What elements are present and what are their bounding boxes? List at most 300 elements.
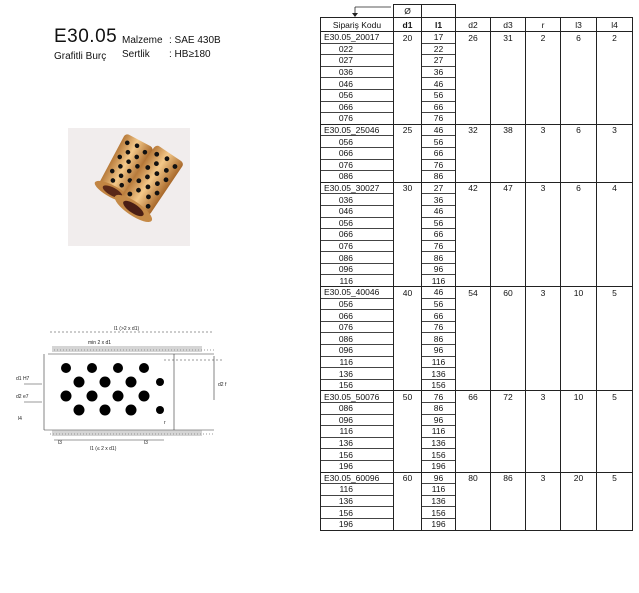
- cell-d2: [456, 518, 491, 530]
- cell-r: [526, 333, 561, 345]
- cell-d1: [394, 229, 422, 241]
- cell-d1: [394, 310, 422, 322]
- cell-l1: 96: [422, 414, 456, 426]
- cell-d2: [456, 345, 491, 357]
- cell-d3: [491, 275, 526, 287]
- cell-d1: [394, 89, 422, 101]
- spec-label-material: Malzeme: [122, 35, 163, 46]
- cell-l3: [561, 310, 597, 322]
- cell-r: [526, 495, 561, 507]
- cell-l3: [561, 66, 597, 78]
- cell-l1: 46: [422, 78, 456, 90]
- cell-r: [526, 449, 561, 461]
- cell-l3: [561, 43, 597, 55]
- cell-l3: [561, 240, 597, 252]
- cell-order-suffix: 156: [321, 379, 394, 391]
- cell-r: [526, 43, 561, 55]
- cell-order-suffix: 156: [321, 507, 394, 519]
- cell-r: [526, 426, 561, 438]
- cell-l3: [561, 518, 597, 530]
- cell-l4: [597, 507, 633, 519]
- col-header-r: r: [526, 18, 561, 32]
- cell-d1: [394, 78, 422, 90]
- label-l1-top: l1 (>2 x d1): [114, 326, 140, 332]
- cell-order-suffix: 116: [321, 275, 394, 287]
- label-l3-right: l3: [144, 440, 148, 446]
- cell-d3: [491, 217, 526, 229]
- cell-d1: [394, 101, 422, 113]
- cell-l3: 6: [561, 124, 597, 136]
- col-header-d2: d2: [456, 18, 491, 32]
- cell-l1: 46: [422, 124, 456, 136]
- cell-r: [526, 437, 561, 449]
- empty-header-cell: [422, 5, 456, 18]
- cell-l1: 136: [422, 495, 456, 507]
- col-header-l3: l3: [561, 18, 597, 32]
- cell-l4: [597, 298, 633, 310]
- cell-d3: 31: [491, 32, 526, 44]
- table-row: [321, 263, 633, 275]
- cell-d2: [456, 484, 491, 496]
- cell-d1: [394, 66, 422, 78]
- cell-d3: [491, 356, 526, 368]
- cell-r: [526, 356, 561, 368]
- cell-order-suffix: 086: [321, 252, 394, 264]
- cell-d1: [394, 136, 422, 148]
- cell-order-suffix: 056: [321, 136, 394, 148]
- cell-l4: [597, 414, 633, 426]
- cell-r: [526, 484, 561, 496]
- cell-d1: [394, 298, 422, 310]
- cell-r: [526, 101, 561, 113]
- cell-d3: [491, 310, 526, 322]
- cell-l4: [597, 310, 633, 322]
- cell-l3: [561, 113, 597, 125]
- cell-order-suffix: 036: [321, 194, 394, 206]
- spec-labels: [122, 34, 163, 62]
- table-row: [321, 403, 633, 415]
- product-photo: [68, 128, 190, 246]
- cell-order-suffix: 056: [321, 217, 394, 229]
- cell-r: [526, 298, 561, 310]
- cell-order-suffix: 096: [321, 345, 394, 357]
- cell-order-suffix: 116: [321, 484, 394, 496]
- label-d2-right: d2 f: [218, 382, 227, 388]
- table-row: [321, 147, 633, 159]
- cell-d3: [491, 368, 526, 380]
- cell-d2: [456, 507, 491, 519]
- cell-l3: [561, 449, 597, 461]
- cell-d2: [456, 171, 491, 183]
- cell-d1: [394, 437, 422, 449]
- cell-l4: [597, 518, 633, 530]
- cell-r: [526, 66, 561, 78]
- cell-d2: [456, 449, 491, 461]
- cell-l1: 76: [422, 240, 456, 252]
- cell-order-suffix: 056: [321, 298, 394, 310]
- cell-r: [526, 368, 561, 380]
- arrow-icon: [321, 5, 391, 17]
- cell-r: [526, 113, 561, 125]
- table-row: [321, 217, 633, 229]
- cell-d3: [491, 414, 526, 426]
- cell-l1: 76: [422, 321, 456, 333]
- cell-l4: [597, 147, 633, 159]
- cell-l4: [597, 275, 633, 287]
- cell-l1: 136: [422, 368, 456, 380]
- cell-l1: 116: [422, 484, 456, 496]
- cell-l1: 116: [422, 356, 456, 368]
- cell-l1: 56: [422, 298, 456, 310]
- cell-d2: [456, 205, 491, 217]
- col-header-code: Sipariş Kodu: [321, 18, 394, 32]
- cell-d2: [456, 159, 491, 171]
- cell-order-suffix: 116: [321, 356, 394, 368]
- cell-l4: 2: [597, 32, 633, 44]
- cell-d2: [456, 275, 491, 287]
- cell-d2: 66: [456, 391, 491, 403]
- cell-d2: 42: [456, 182, 491, 194]
- table-row: [321, 460, 633, 472]
- cell-l1: 196: [422, 460, 456, 472]
- table-row: [321, 55, 633, 67]
- cell-l1: 56: [422, 136, 456, 148]
- cell-r: [526, 194, 561, 206]
- cell-d1: [394, 356, 422, 368]
- col-header-l4: l4: [597, 18, 633, 32]
- cell-order-suffix: 056: [321, 89, 394, 101]
- cell-l4: [597, 43, 633, 55]
- cell-r: [526, 310, 561, 322]
- cell-r: [526, 89, 561, 101]
- cell-l4: [597, 113, 633, 125]
- cell-d2: [456, 66, 491, 78]
- label-l3-left: l3: [58, 440, 62, 446]
- cell-d1: [394, 171, 422, 183]
- cell-order-suffix: 086: [321, 333, 394, 345]
- cell-l4: [597, 66, 633, 78]
- cell-d3: [491, 321, 526, 333]
- cell-l3: [561, 217, 597, 229]
- cell-d2: [456, 437, 491, 449]
- label-d1: d1 H7: [16, 376, 30, 382]
- cell-d1: 20: [394, 32, 422, 44]
- cell-r: [526, 263, 561, 275]
- cell-order-suffix: 196: [321, 518, 394, 530]
- label-r: r: [164, 420, 166, 426]
- cell-l1: 86: [422, 252, 456, 264]
- cell-d2: [456, 333, 491, 345]
- table-row: [321, 518, 633, 530]
- cell-l1: 86: [422, 403, 456, 415]
- cell-d1: [394, 43, 422, 55]
- cell-d1: 30: [394, 182, 422, 194]
- cell-l3: [561, 368, 597, 380]
- cell-order-code: E30.05_40046: [321, 287, 394, 299]
- table-row: [321, 113, 633, 125]
- cell-order-suffix: 076: [321, 321, 394, 333]
- cell-r: 3: [526, 391, 561, 403]
- cell-order-suffix: 046: [321, 205, 394, 217]
- cell-l1: 96: [422, 263, 456, 275]
- label-min: min 2 x d1: [88, 340, 112, 346]
- cell-order-code: E30.05_25046: [321, 124, 394, 136]
- cell-l3: [561, 275, 597, 287]
- cell-d2: [456, 460, 491, 472]
- cell-d3: [491, 403, 526, 415]
- table-row: [321, 78, 633, 90]
- cell-l1: 27: [422, 55, 456, 67]
- cell-l3: [561, 101, 597, 113]
- cell-d1: [394, 194, 422, 206]
- table-row: [321, 205, 633, 217]
- cell-r: [526, 55, 561, 67]
- cell-l1: 156: [422, 507, 456, 519]
- cell-l4: [597, 345, 633, 357]
- spec-value-material: : SAE 430B: [169, 35, 221, 46]
- cell-d2: [456, 403, 491, 415]
- cell-l4: [597, 426, 633, 438]
- cell-l3: 20: [561, 472, 597, 484]
- cell-d2: [456, 55, 491, 67]
- cell-l3: [561, 55, 597, 67]
- arrow-cell: [321, 5, 394, 18]
- cell-order-suffix: 066: [321, 101, 394, 113]
- table-row: [321, 507, 633, 519]
- cell-d3: 72: [491, 391, 526, 403]
- cell-d1: [394, 414, 422, 426]
- cell-r: 3: [526, 287, 561, 299]
- table-row: [321, 321, 633, 333]
- cell-d3: [491, 345, 526, 357]
- table-row: [321, 333, 633, 345]
- cell-r: 3: [526, 182, 561, 194]
- cell-d2: 80: [456, 472, 491, 484]
- cell-d1: [394, 217, 422, 229]
- cell-l1: 96: [422, 472, 456, 484]
- cell-l3: [561, 298, 597, 310]
- cell-d2: [456, 217, 491, 229]
- cell-d3: [491, 171, 526, 183]
- label-l4: l4: [18, 416, 22, 422]
- cell-order-suffix: 027: [321, 55, 394, 67]
- table-row: [321, 391, 633, 403]
- col-header-l1: l1: [422, 18, 456, 32]
- cell-d1: [394, 113, 422, 125]
- cell-d3: [491, 194, 526, 206]
- cell-l4: [597, 217, 633, 229]
- cell-d1: [394, 252, 422, 264]
- page-subtitle: Grafitli Burç: [54, 51, 107, 62]
- cell-l3: [561, 159, 597, 171]
- cell-order-suffix: 086: [321, 171, 394, 183]
- cell-r: [526, 379, 561, 391]
- cell-order-code: E30.05_30027: [321, 182, 394, 194]
- cell-l4: 4: [597, 182, 633, 194]
- table-row: [321, 229, 633, 241]
- cell-l3: [561, 333, 597, 345]
- table-row: [321, 124, 633, 136]
- col-header-d3: d3: [491, 18, 526, 32]
- cell-d1: [394, 147, 422, 159]
- cell-l4: [597, 263, 633, 275]
- cell-l1: 196: [422, 518, 456, 530]
- table-row: [321, 171, 633, 183]
- cell-order-suffix: 046: [321, 78, 394, 90]
- cell-r: 2: [526, 32, 561, 44]
- cell-d3: [491, 426, 526, 438]
- cell-l1: 46: [422, 287, 456, 299]
- cell-d2: [456, 78, 491, 90]
- cell-d2: [456, 321, 491, 333]
- cell-l1: 116: [422, 275, 456, 287]
- cell-d3: [491, 495, 526, 507]
- cell-r: [526, 136, 561, 148]
- cell-d3: [491, 518, 526, 530]
- cell-l1: 116: [422, 426, 456, 438]
- cell-order-suffix: 066: [321, 310, 394, 322]
- table-row: [321, 89, 633, 101]
- cell-l4: [597, 333, 633, 345]
- cell-l4: [597, 159, 633, 171]
- table-symbol-row: [321, 5, 633, 18]
- table-row: [321, 495, 633, 507]
- cell-d1: [394, 507, 422, 519]
- table-row: [321, 484, 633, 496]
- cell-l4: [597, 368, 633, 380]
- cell-d1: 40: [394, 287, 422, 299]
- cell-d2: [456, 252, 491, 264]
- cell-d2: [456, 240, 491, 252]
- cell-d3: 47: [491, 182, 526, 194]
- cell-d3: [491, 89, 526, 101]
- cell-r: [526, 321, 561, 333]
- table-row: [321, 368, 633, 380]
- cell-l3: [561, 426, 597, 438]
- cell-r: [526, 460, 561, 472]
- cell-d2: 26: [456, 32, 491, 44]
- cell-d1: [394, 368, 422, 380]
- cell-d1: [394, 495, 422, 507]
- cell-d1: [394, 449, 422, 461]
- cell-l3: [561, 414, 597, 426]
- cell-d2: [456, 414, 491, 426]
- cell-d3: [491, 43, 526, 55]
- cell-l1: 17: [422, 32, 456, 44]
- cell-order-suffix: 036: [321, 66, 394, 78]
- page-title: E30.05: [54, 26, 118, 47]
- cell-r: [526, 252, 561, 264]
- table-row: [321, 379, 633, 391]
- cell-d2: [456, 310, 491, 322]
- cell-l3: [561, 484, 597, 496]
- cell-d3: [491, 333, 526, 345]
- cell-r: 3: [526, 124, 561, 136]
- label-l1-bottom: l1 (≤ 2 x d1): [90, 446, 117, 452]
- table-row: [321, 356, 633, 368]
- diameter-symbol: Ø: [394, 5, 422, 18]
- table-body: [321, 5, 633, 531]
- cell-d1: 25: [394, 124, 422, 136]
- table-row: [321, 310, 633, 322]
- cell-l1: 86: [422, 171, 456, 183]
- cell-d2: [456, 43, 491, 55]
- cell-d3: [491, 460, 526, 472]
- cell-l4: 3: [597, 124, 633, 136]
- cell-order-code: E30.05_50076: [321, 391, 394, 403]
- cell-d2: [456, 136, 491, 148]
- cell-l1: 22: [422, 43, 456, 55]
- spec-value-hardness: : HB≥180: [169, 49, 211, 60]
- cell-r: [526, 240, 561, 252]
- cell-l4: [597, 321, 633, 333]
- cell-d2: [456, 368, 491, 380]
- cell-d3: [491, 507, 526, 519]
- cell-order-suffix: 076: [321, 113, 394, 125]
- cell-l1: 46: [422, 205, 456, 217]
- table-header: [321, 18, 633, 32]
- cell-d1: 50: [394, 391, 422, 403]
- cell-l3: [561, 437, 597, 449]
- cell-l4: [597, 437, 633, 449]
- technical-drawing: [14, 320, 240, 462]
- cell-l1: 76: [422, 159, 456, 171]
- cell-r: [526, 78, 561, 90]
- cell-d1: [394, 159, 422, 171]
- cell-l3: [561, 147, 597, 159]
- table-row: [321, 437, 633, 449]
- cell-r: [526, 205, 561, 217]
- cell-l3: [561, 89, 597, 101]
- cell-d3: [491, 229, 526, 241]
- cell-d3: [491, 136, 526, 148]
- cell-r: [526, 414, 561, 426]
- cell-l1: 56: [422, 89, 456, 101]
- spec-label-hardness: Sertlik: [122, 49, 150, 60]
- cell-d2: [456, 356, 491, 368]
- table-row: [321, 43, 633, 55]
- cell-l4: [597, 449, 633, 461]
- cell-l4: [597, 101, 633, 113]
- table-row: [321, 240, 633, 252]
- cell-d2: [456, 379, 491, 391]
- cell-d1: [394, 263, 422, 275]
- cell-d3: [491, 101, 526, 113]
- cell-l4: [597, 379, 633, 391]
- cell-l3: [561, 507, 597, 519]
- cell-d3: [491, 55, 526, 67]
- cell-l1: 96: [422, 345, 456, 357]
- cell-d2: [456, 194, 491, 206]
- cell-d2: 32: [456, 124, 491, 136]
- cell-d1: [394, 321, 422, 333]
- cell-d3: [491, 252, 526, 264]
- cell-r: [526, 518, 561, 530]
- cell-d2: [456, 89, 491, 101]
- cell-r: [526, 229, 561, 241]
- cell-l1: 76: [422, 391, 456, 403]
- table-row: [321, 66, 633, 78]
- cell-l1: 56: [422, 217, 456, 229]
- cell-l4: [597, 460, 633, 472]
- cell-order-suffix: 156: [321, 449, 394, 461]
- cell-l3: [561, 205, 597, 217]
- cell-order-suffix: 136: [321, 437, 394, 449]
- cell-d2: [456, 229, 491, 241]
- cell-l3: [561, 263, 597, 275]
- table-row: [321, 345, 633, 357]
- col-header-d1: d1: [394, 18, 422, 32]
